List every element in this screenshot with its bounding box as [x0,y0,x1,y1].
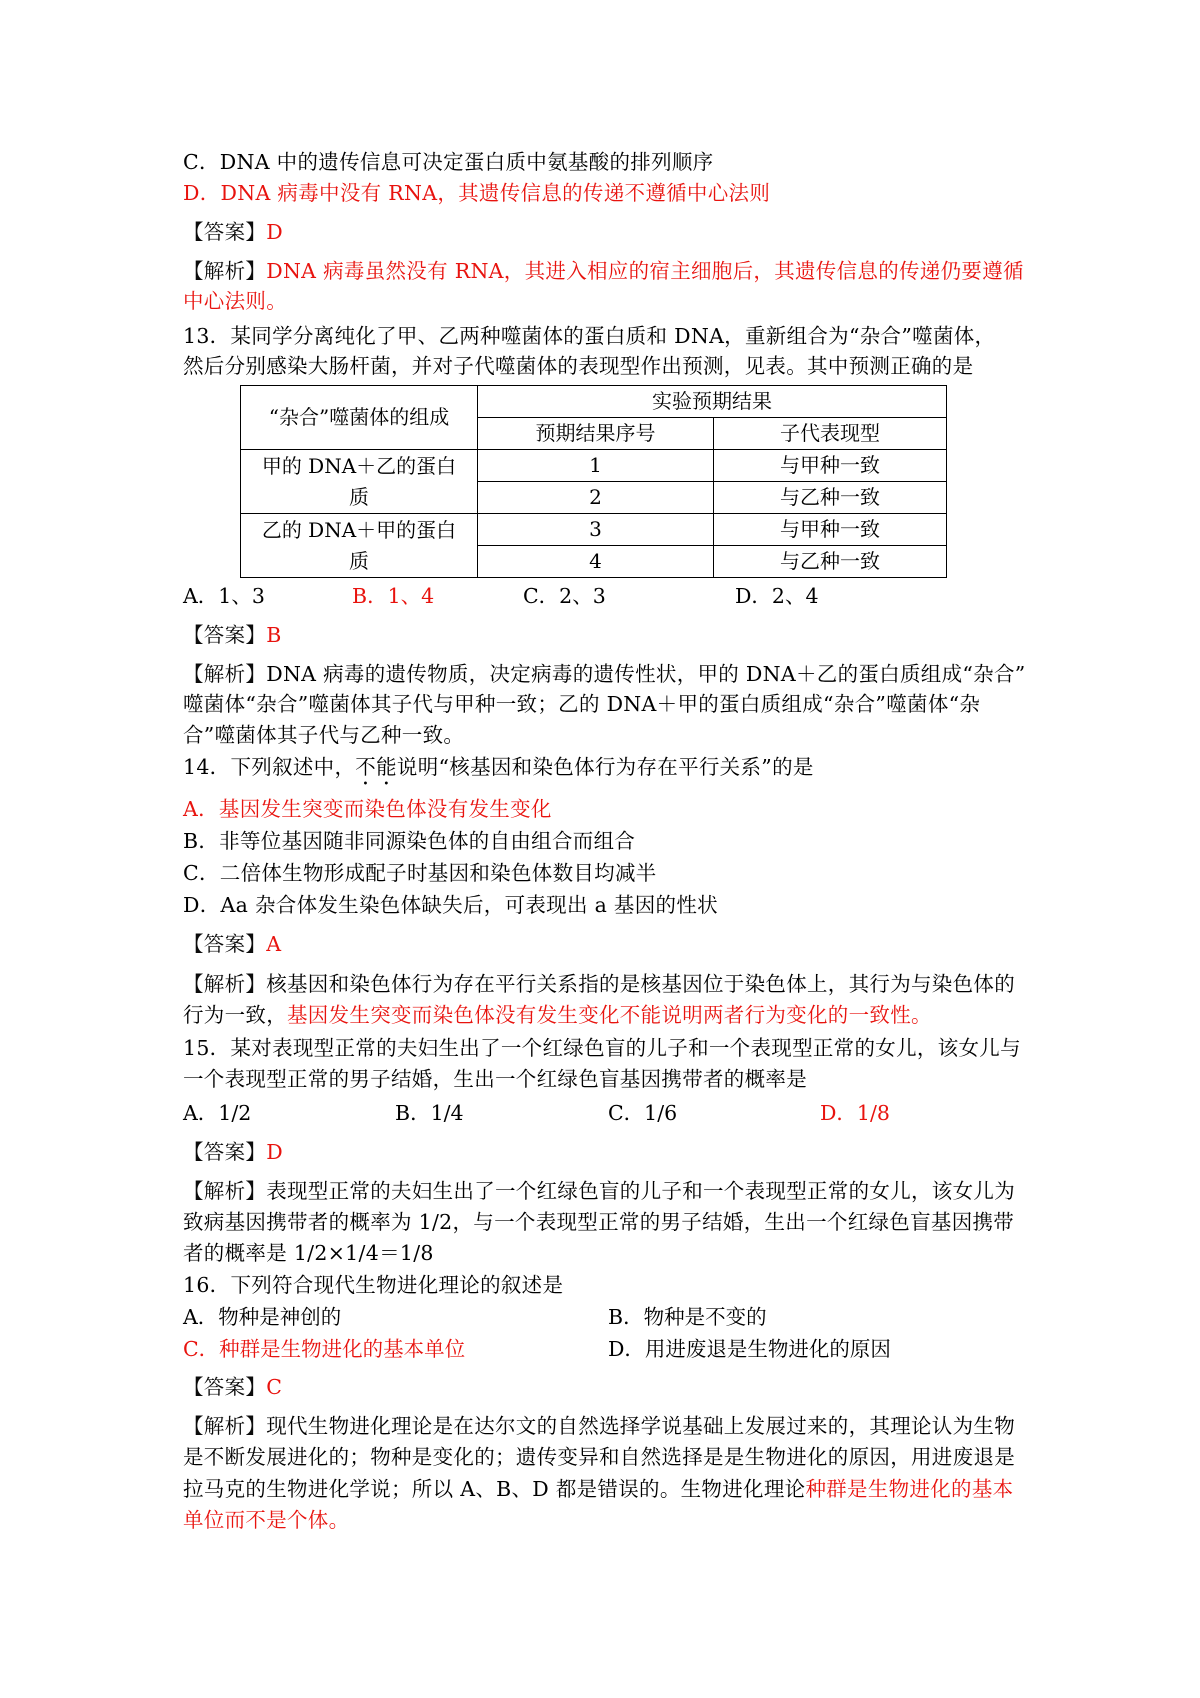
table-cell-result-number: 4 [478,546,714,578]
q16-analysis-line3 [183,1476,1013,1502]
answer-value: D [266,1140,283,1164]
q13-analysis-line2: 噬菌体“杂合”噬菌体其子代与甲种一致；乙的 DNA＋甲的蛋白质组成“杂合”噬菌体“杂 [183,692,981,716]
q14-stem [183,754,814,790]
q16-stem: 16．下列符合现代生物进化理论的叙述是 [183,1273,564,1297]
q12-analysis-line1 [183,258,1024,284]
analysis-tag: 【解析】 [183,662,267,686]
answer-value: B [266,623,282,647]
analysis-tag: 【解析】 [183,1179,267,1203]
table-cell-phenotype: 与甲种一致 [714,514,947,546]
q14-analysis-line2 [183,1002,932,1028]
composition-1-line2: 质 [349,484,369,509]
q13-option-c: C．2、3 [523,584,606,608]
q14-stem-emphasis: 不能 [355,755,397,779]
answer-tag: 【答案】 [183,220,267,244]
analysis-highlight: 种群是生物进化的基本 [805,1477,1014,1501]
q15-stem-line2: 一个表现型正常的男子结婚，生出一个红绿色盲基因携带者的概率是 [183,1067,807,1091]
q12-answer [183,219,283,245]
table-header-result-number: 预期结果序号 [478,418,714,450]
q13-option-a: A．1、3 [183,584,265,608]
q12-analysis-line2: 中心法则。 [183,289,287,313]
analysis-text: 现代生物进化理论是在达尔文的自然选择学说基础上发展过来的，其理论认为生物 [266,1414,1016,1438]
q14-stem-pre: 14．下列叙述中， [183,755,356,779]
q13-answer [183,622,282,648]
analysis-tag: 【解析】 [183,1414,267,1438]
q15-answer [183,1139,283,1165]
analysis-highlight: 基因发生突变而染色体没有发生变化不能说明两者行为变化的一致性。 [287,1003,932,1027]
q12-option-c: C．DNA 中的遗传信息可决定蛋白质中氨基酸的排列顺序 [183,150,714,174]
q13-stem-line2: 然后分别感染大肠杆菌，并对子代噬菌体的表现型作出预测，见表。其中预测正确的是 [183,354,974,378]
q15-analysis-line1 [183,1178,1015,1204]
table-header-composition: “杂合”噬菌体的组成 [241,386,478,450]
answer-value: A [266,932,282,956]
table-cell-composition-1 [241,450,478,514]
table-cell-composition-2 [241,514,478,578]
q13-stem-line1: 13．某同学分离纯化了甲、乙两种噬菌体的蛋白质和 DNA，重新组合为“杂合”噬菌体， [183,324,996,348]
q16-option-c: C．种群是生物进化的基本单位 [183,1337,466,1361]
q13-experiment-table [240,385,947,578]
composition-2-line2: 质 [349,548,369,573]
q13-option-d: D．2、4 [735,584,819,608]
table-cell-phenotype: 与甲种一致 [714,450,947,482]
q16-analysis-line1 [183,1413,1015,1439]
q15-stem-line1: 15．某对表现型正常的夫妇生出了一个红绿色盲的儿子和一个表现型正常的女儿，该女儿与 [183,1036,1021,1060]
q13-option-b: B．1、4 [352,584,435,608]
answer-tag: 【答案】 [183,1375,267,1399]
q14-option-a: A．基因发生突变而染色体没有发生变化 [183,797,552,821]
q15-analysis-line3: 者的概率是 1/2×1/4＝1/8 [183,1241,434,1265]
q13-analysis-line3: 合”噬菌体其子代与乙种一致。 [183,723,465,747]
q16-option-b: B．物种是不变的 [608,1305,767,1329]
table-cell-phenotype: 与乙种一致 [714,546,947,578]
q15-option-a: A．1/2 [183,1101,252,1125]
analysis-tag: 【解析】 [183,259,267,283]
composition-1-line1: 甲的 DNA＋乙的蛋白 [261,453,457,478]
analysis-text: DNA 病毒虽然没有 RNA，其进入相应的宿主细胞后，其遗传信息的传递仍要遵循 [266,259,1024,283]
answer-value: D [266,220,283,244]
table-cell-result-number: 3 [478,514,714,546]
q15-option-b: B．1/4 [395,1101,464,1125]
q15-option-c: C．1/6 [608,1101,678,1125]
q16-analysis-line4: 单位而不是个体。 [183,1508,350,1532]
answer-tag: 【答案】 [183,1140,267,1164]
table-cell-phenotype: 与乙种一致 [714,482,947,514]
answer-tag: 【答案】 [183,623,267,647]
q14-analysis-line1 [183,971,1015,997]
q16-option-d: D．用进废退是生物进化的原因 [608,1337,891,1361]
table-header-expected-results: 实验预期结果 [478,386,947,418]
analysis-text: 行为一致， [183,1003,287,1027]
q16-answer [183,1374,282,1400]
analysis-text: 拉马克的生物进化学说；所以 A、B、D 都是错误的。生物进化理论 [183,1477,806,1501]
q14-option-d: D．Aa 杂合体发生染色体缺失后，可表现出 a 基因的性状 [183,893,718,917]
q14-answer [183,931,281,957]
analysis-text: DNA 病毒的遗传物质，决定病毒的遗传性状，甲的 DNA＋乙的蛋白质组成“杂合” [266,662,1026,686]
q14-stem-post: 说明“核基因和染色体行为存在平行关系”的是 [396,755,814,779]
q16-analysis-line2: 是不断发展进化的；物种是变化的；遗传变异和自然选择是是生物进化的原因，用进废退是 [183,1445,1015,1469]
q15-option-d: D．1/8 [820,1101,890,1125]
analysis-text: 核基因和染色体行为存在平行关系指的是核基因位于染色体上，其行为与染色体的 [266,972,1016,996]
q16-option-a: A．物种是神创的 [183,1305,342,1329]
q14-option-c: C．二倍体生物形成配子时基因和染色体数目均减半 [183,861,657,885]
answer-tag: 【答案】 [183,932,267,956]
answer-value: C [266,1375,283,1399]
table-cell-result-number: 2 [478,482,714,514]
composition-2-line1: 乙的 DNA＋甲的蛋白 [261,517,457,542]
table-header-offspring-phenotype: 子代表现型 [714,418,947,450]
q12-option-d: D．DNA 病毒中没有 RNA，其遗传信息的传递不遵循中心法则 [183,181,771,205]
analysis-text: 表现型正常的夫妇生出了一个红绿色盲的儿子和一个表现型正常的女儿，该女儿为 [266,1179,1016,1203]
q14-option-b: B．非等位基因随非同源染色体的自由组合而组合 [183,829,636,853]
q15-analysis-line2: 致病基因携带者的概率为 1/2，与一个表现型正常的男子结婚，生出一个红绿色盲基因携带 [183,1210,1015,1234]
table-cell-result-number: 1 [478,450,714,482]
analysis-tag: 【解析】 [183,972,267,996]
q13-analysis-line1 [183,661,1026,687]
